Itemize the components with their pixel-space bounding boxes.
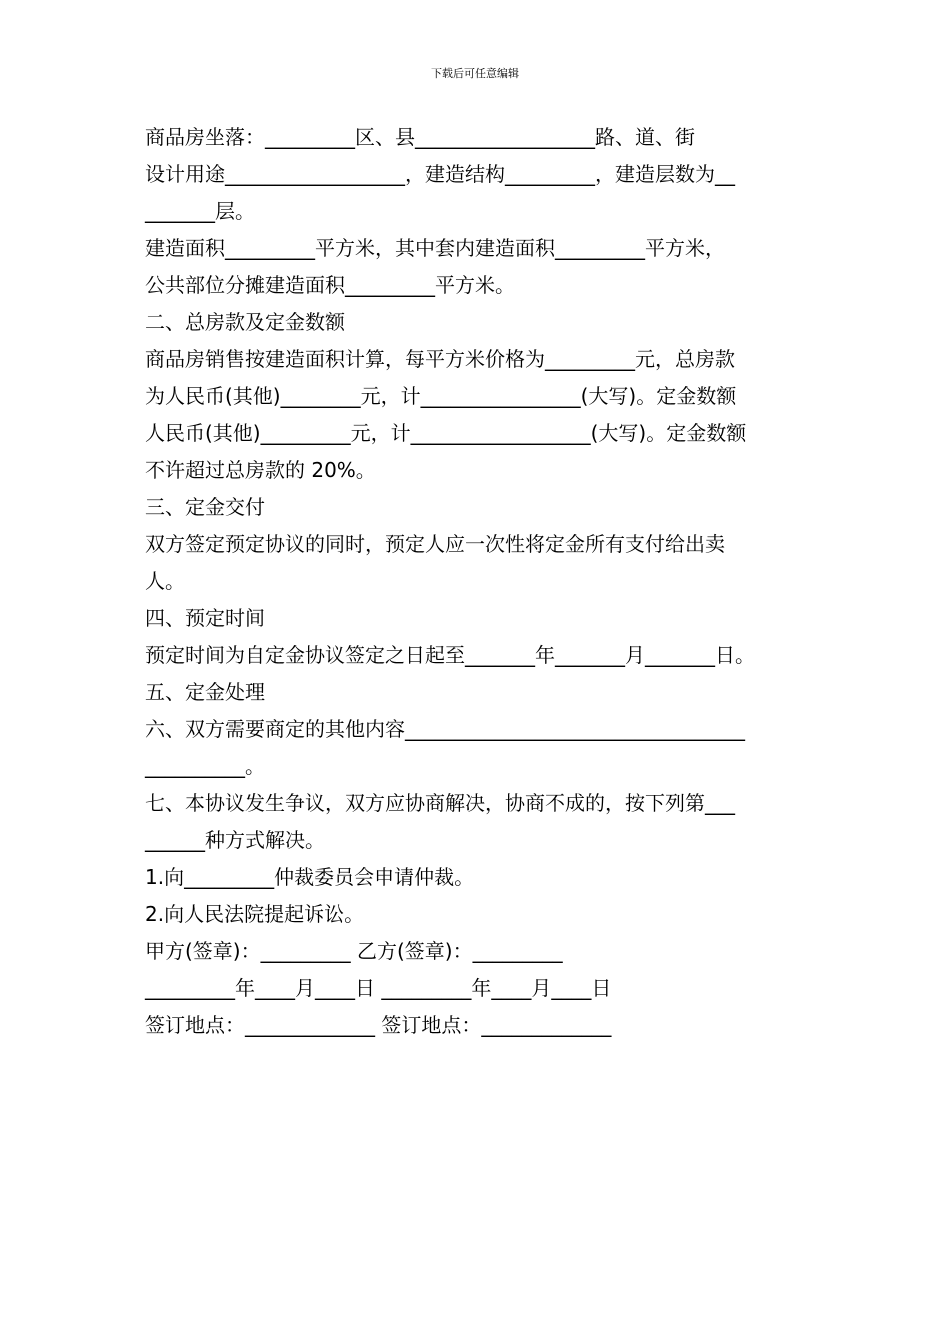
section-heading-deposit-payment: 三、定金交付 [145,495,265,519]
section-heading-reservation-time: 四、预定时间 [145,606,265,630]
floors-line: _______层。 [145,199,255,223]
total-price-line: 为人民币(其他)________元，计________________(大写)。定金数额 [145,384,737,408]
deposit-payment-line: 双方签定预定协议的同时，预定人应一次性将定金所有支付给出卖 [145,532,725,556]
deposit-amount-line: 人民币(其他)_________元，计__________________(大写)。定金数额 [145,421,747,445]
litigation-option-line: 2.向人民法院提起诉讼。 [145,902,365,926]
shared-area-line: 公共部位分摊建造面积_________平方米。 [145,273,515,297]
floor-area-line: 建造面积_________平方米，其中套内建造面积_________平方米， [145,236,725,260]
deposit-limit-line: 不许超过总房款的 20%。 [145,458,376,482]
document-body [145,119,825,1044]
premises-location-line: 商品房坐落：_________区、县__________________路、道、街 [145,125,695,149]
other-content-line: 六、双方需要商定的其他内容__________________________________ [145,717,745,741]
dispute-resolution-line: 七、本协议发生争议，双方应协商解决，协商不成的，按下列第___ [145,791,735,815]
arbitration-option-line: 1.向_________仲裁委员会申请仲裁。 [145,865,475,889]
other-content-line-cont: __________。 [145,754,265,778]
unit-price-line: 商品房销售按建造面积计算，每平方米价格为_________元，总房款 [145,347,735,371]
section-heading-deposit-handling: 五、定金处理 [145,680,265,704]
dispute-resolution-line-cont: ______种方式解决。 [145,828,325,852]
section-heading-total-price: 二、总房款及定金数额 [145,310,345,334]
design-use-line: 设计用途__________________，建造结构_________，建造层数为__ [145,162,735,186]
signature-line: 甲方(签章)：_________ 乙方(签章)：_________ [145,939,563,963]
deposit-payment-line-cont: 人。 [145,569,185,593]
reservation-time-line: 预定时间为自定金协议签定之日起至_______年_______月_______日。 [145,643,755,667]
page-header-note: 下载后可任意编辑 [431,67,519,80]
signing-date-line: _________年____月____日 _________年____月____日 [145,976,612,1000]
signing-place-line: 签订地点：_____________ 签订地点：_____________ [145,1013,612,1037]
